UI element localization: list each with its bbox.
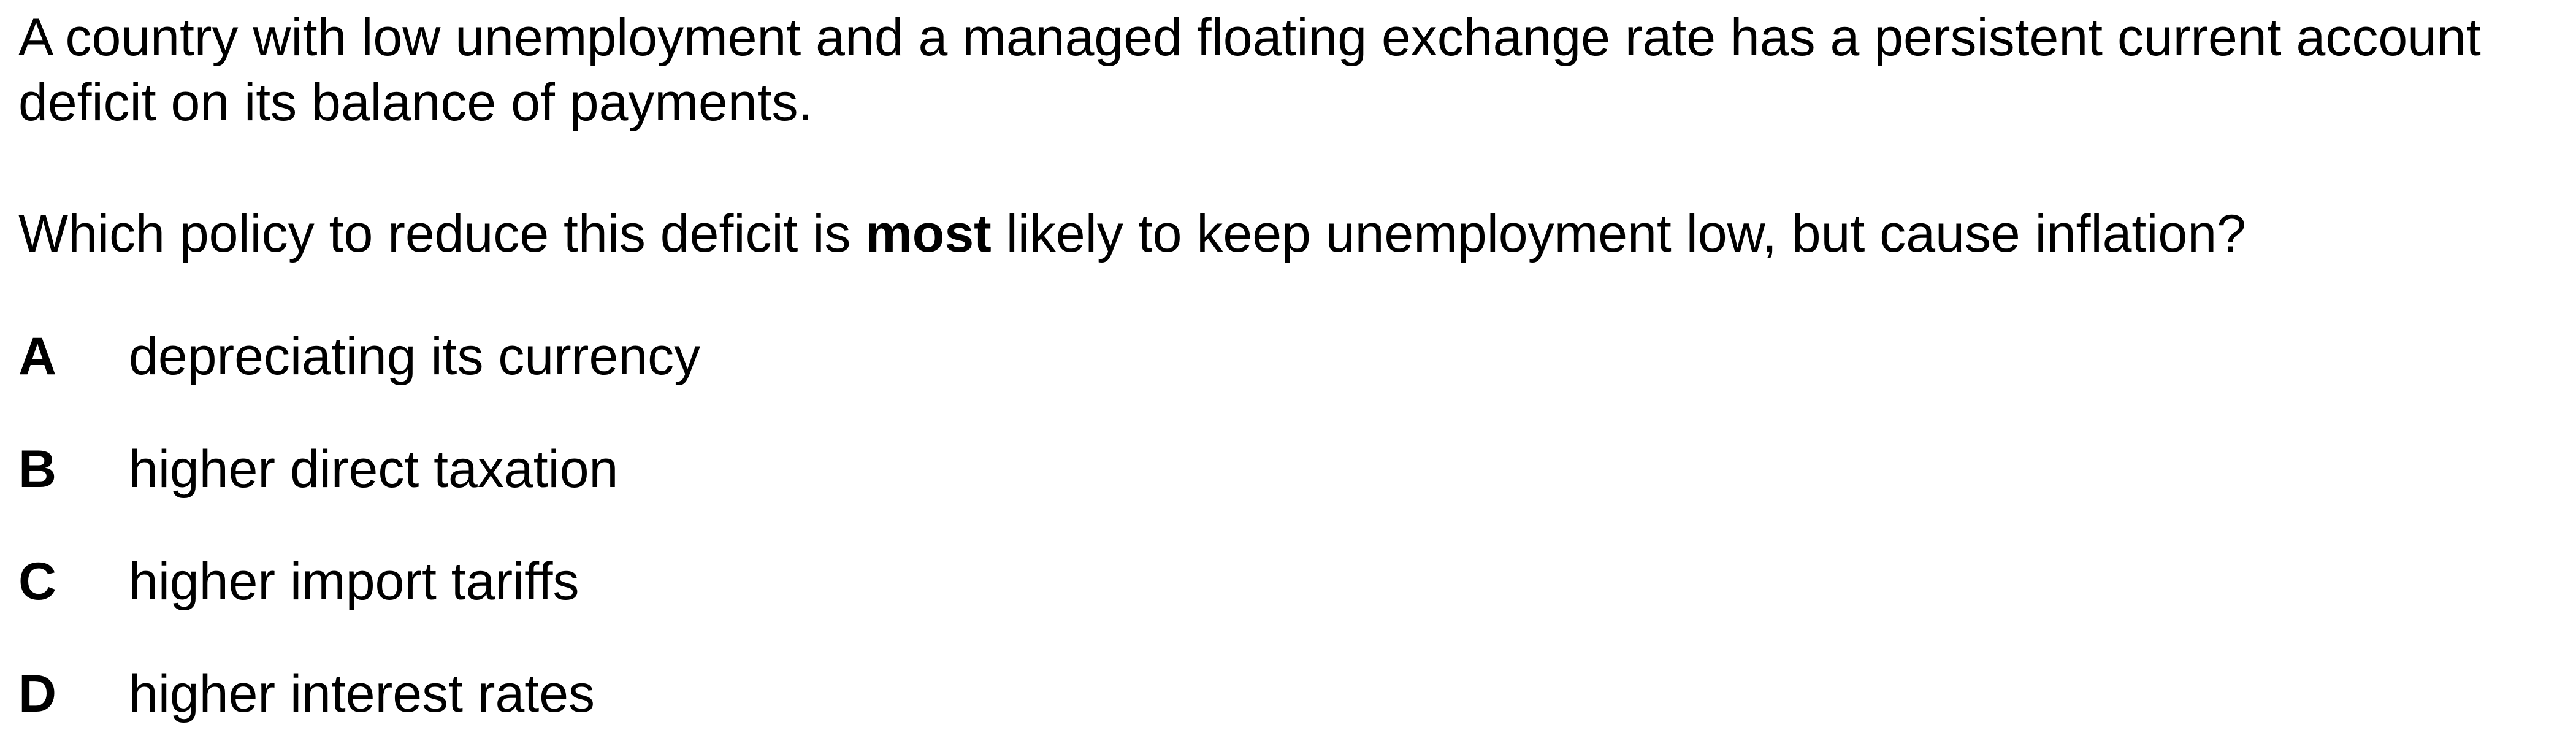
option-text: depreciating its currency	[129, 327, 701, 386]
question-prompt	[18, 201, 2545, 266]
option-letter: C	[18, 552, 57, 611]
option-letter: D	[18, 664, 57, 723]
option-text: higher direct taxation	[129, 440, 619, 499]
option-letter: B	[18, 440, 57, 499]
option-letter: A	[18, 327, 57, 386]
option-text: higher interest rates	[129, 664, 595, 723]
question-prompt-start: Which policy to reduce this deficit is	[18, 204, 866, 263]
question-stem: A country with low unemployment and a managed floating exchange rate has a persistent current account deficit on its balance of payments.	[18, 8, 2481, 132]
question-prompt-end: likely to keep unemployment low, but cause inflation?	[991, 204, 2246, 263]
option-text: higher import tariffs	[129, 552, 579, 611]
question-prompt-emphasis: most	[865, 204, 992, 263]
